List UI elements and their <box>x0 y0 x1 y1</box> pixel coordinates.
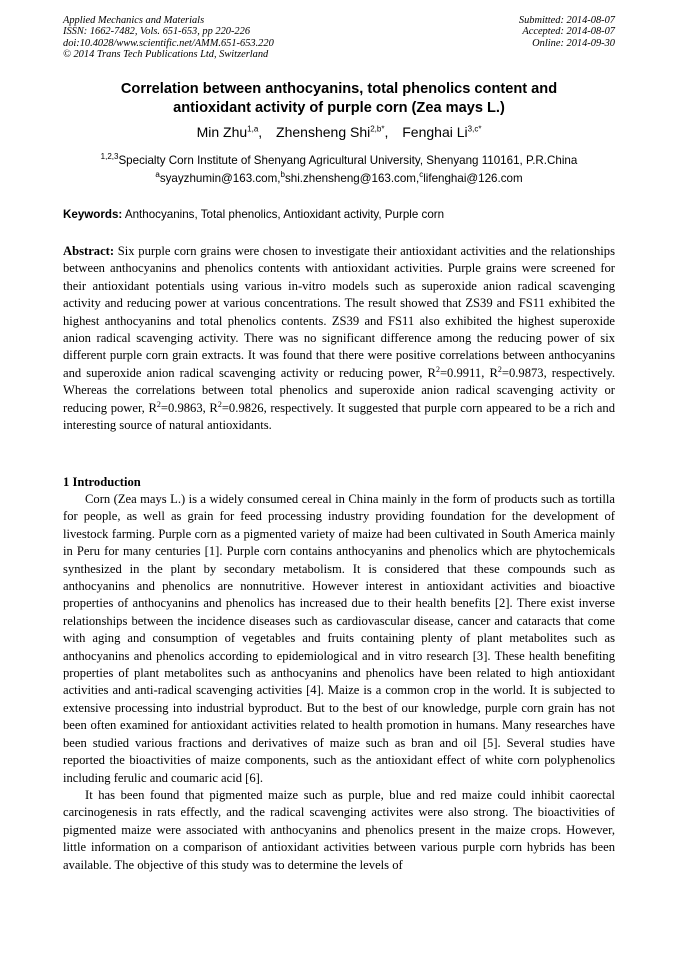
section-body <box>63 491 615 874</box>
journal-header-right <box>519 15 615 49</box>
journal-copyright: © 2014 Trans Tech Publications Ltd, Switzerland <box>63 48 269 60</box>
email-link[interactable]: syayzhumin@163.com <box>159 172 278 185</box>
email-link[interactable]: shi.zhensheng@163.com <box>284 172 416 185</box>
journal-name: Applied Mechanics and Materials <box>63 15 205 26</box>
author: Zhensheng Shi$^{2,b*}$, <box>276 124 389 140</box>
online-date: Online: 2014-09-30 <box>532 37 615 49</box>
keywords-text: Anthocyanins, Total phenolics, Antioxidant activity, Purple corn <box>124 208 445 221</box>
affiliation <box>63 152 615 188</box>
paragraph: It has been found that pigmented maize such as purple, blue and red maize could inhibit caorectal carcinogenesis in rats effectly, and the radical scavenging activites were also strong. The bioactivities of pigmented maize were associated with anthocyanins and phenolics present in the maize crops. However, little information on a comparison of antioxidant activities between various purple corn hybrids has been available. The objective of this study was to determine the levels of <box>63 787 615 872</box>
abstract: Abstract: Six purple corn grains were chosen to investigate their antioxidant activities and the relationships between anthocyanins and phenolics contents with antioxidant activities. Purple grains were screened for their antioxidant potentials using various in-vitro models such as superoxide anion radical scavenging activity and reducing power at various concentrations. The result showed that ZS39 and FS11 exhibited the highest anthocyanins and total phenolics contents. ZS39 and FS11 also exhibited the highest superoxide anion radical scavenging activity. There was no significant difference among the reducing power of six different purple corn grain extracts. It was found that there were positive correlations between anthocyanins and superoxide anion radical scavenging activity or reducing power, $R^2=0.9911$, $R^2=0.9873$, respectively. Whereas the correlations between total phenolics and superoxide anion radical scavenging activity or reducing power, $R^2=0.9863$, $R^2=0.9826$, respectively. It suggested that purple corn appeared to be a rich and interesting source of natural antioxidants. <box>63 244 615 433</box>
email-line: $^a$syayzhumin@163.com,$^b$shi.zhensheng@163.com,$^c$lifenghai@126.com <box>155 170 523 185</box>
submitted-date: Submitted: 2014-08-07 <box>518 15 615 26</box>
email-link[interactable]: lifenghai@126.com <box>423 172 523 185</box>
keywords-label: Keywords: <box>63 208 123 221</box>
keywords <box>63 207 615 223</box>
author: Min Zhu$^{1,a}$, <box>196 124 263 140</box>
journal-header-left <box>63 15 274 60</box>
title-line-1: Correlation between anthocyanins, total phenolics content and <box>120 81 558 97</box>
paper-title <box>63 80 615 117</box>
paragraph: Corn (Zea mays L.) is a widely consumed cereal in China mainly in the form of products such as tortilla for people, as well as grain for feed processing industry providing foundation for the development of livestock farming. Purple corn as a pigmented variety of maize had been cultivated in South America mainly in Peru for many centuries [1]. Purple corn contains anthocyanins and phenolics which are phytochemicals synthesized in the plant by secondary metabolism. It is considered that these compounds such as anthocyanins and phenolics are nonnutritive. However interest in antioxidant activities and bioactive properties of anthocyanins and phenolics has increased due to their health benefits [2]. There exist inverse relationships between the incidence diseases such as cardiovascular disease, cancer and cataracts that come with aging and consumption of vegetables and fruits containing plenty of plant metabolites such as anthocyanins and phenolics according to epidemiological and in vitro research [3]. These health benefiting properties of plant metabolites such as anthocyanins and phenolics have been related to high antioxidant activities and anti-radical scavenging activities [4]. Maize is a common crop in the world. It is subjected to extensive processing into industrial byproduct. But to the best of our knowledge, purple corn grain has not been often examined for antioxidant activities related to health promotion in humans. Many researches have been studied various fractions and derivatives of maize such as bran and oil [5]. Several studies have reported the bioactivities of maize components, such as the antioxidant effect of white corn polyphenolics including ferulic and coumaric acid [6]. <box>63 492 615 785</box>
author-list <box>63 123 615 141</box>
accepted-date: Accepted: 2014-08-07 <box>522 26 615 38</box>
author: Fenghai $Li^{3,c*}$ <box>402 124 482 140</box>
journal-doi: doi:10.4028/www.scientific.net/AMM.651-653.220 <box>63 37 274 49</box>
journal-issn: ISSN: 1662-7482, Vols. 651-653, pp 220-226 <box>63 26 251 38</box>
title-line-2: antioxidant activity of purple corn (Zea mays L.) <box>173 99 505 116</box>
affiliation-line: $^{1,2,3}$Specialty Corn Institute of Shenyang Agricultural University, Shenyang 110161, P.R.China <box>100 152 578 167</box>
section-heading: 1 Introduction <box>63 475 141 489</box>
abstract-label: Abstract: <box>63 244 115 258</box>
